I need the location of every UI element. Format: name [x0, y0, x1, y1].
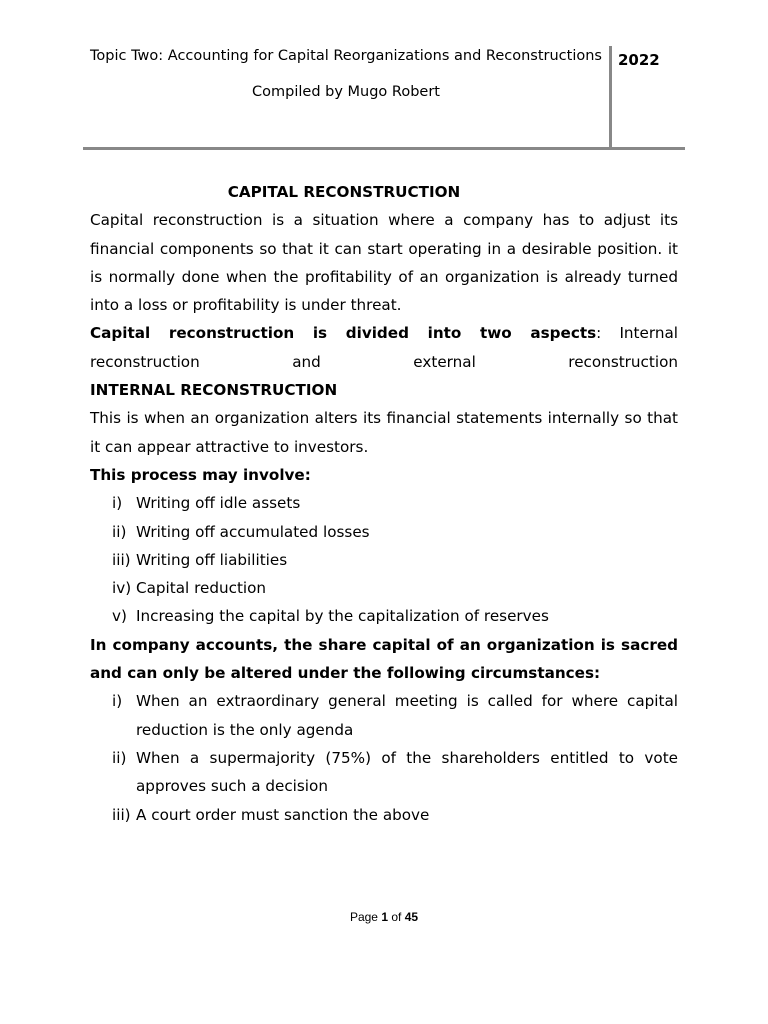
header-vertical-divider [609, 46, 612, 148]
list-item-number: iii) [112, 550, 131, 569]
internal-reconstruction-paragraph: This is when an organization alters its financial statements internally so that it can appear attractive to investors. [90, 409, 678, 456]
process-list [90, 489, 678, 630]
sacred-capital-heading: In company accounts, the share capital of an organization is sacred and can only be altered under the following circumstances: [90, 635, 678, 683]
intro-paragraph: Capital reconstruction is a situation where a company has to adjust its financial components so that it can start operating in a desirable position. it is normally done when the profitability of an organization is already turned into a loss or profitability is under threat. [90, 211, 678, 315]
list-item-text: Increasing the capital by the capitalization of reserves [136, 607, 549, 626]
header-left [83, 46, 609, 103]
list-item-text: When a supermajority (75%) of the shareholders entitled to vote approves such a decision [136, 748, 678, 796]
header-horizontal-divider [83, 147, 685, 150]
of-word: of [391, 910, 402, 924]
list-item-text: Writing off accumulated losses [136, 522, 370, 541]
list-item-number: i) [112, 692, 123, 711]
list-item-number: v) [112, 607, 127, 626]
page-total: 45 [404, 910, 419, 924]
document-author: Compiled by Mugo Robert [252, 84, 440, 100]
page-header [83, 46, 685, 150]
list-item [90, 489, 678, 517]
list-item-number: ii) [112, 748, 127, 767]
list-item-number: iv) [112, 579, 132, 598]
list-item [90, 801, 678, 829]
list-item [90, 518, 678, 546]
list-item [90, 602, 678, 630]
aspects-rest-text: : Internal reconstruction and external reconstruction [90, 324, 678, 371]
list-item-number: ii) [112, 522, 127, 541]
list-item [90, 546, 678, 574]
list-item-text: A court order must sanction the above [136, 805, 430, 824]
list-item-text: When an extraordinary general meeting is called for where capital reduction is the only agenda [136, 692, 678, 739]
list-item-number: iii) [112, 805, 131, 824]
list-item-text: Capital reduction [136, 579, 267, 598]
circumstances-list [90, 687, 678, 828]
aspects-bold-text: Capital reconstruction is divided into two aspects [90, 324, 597, 343]
list-item-text: Writing off idle assets [136, 494, 301, 513]
page-current: 1 [381, 910, 388, 924]
list-item-text: Writing off liabilities [136, 550, 288, 569]
document-year: 2022 [618, 51, 660, 69]
document-title: Topic Two: Accounting for Capital Reorganizations and Reconstructions [90, 48, 602, 64]
list-item [90, 744, 678, 801]
page-footer [0, 910, 768, 924]
internal-reconstruction-heading: INTERNAL RECONSTRUCTION [90, 381, 338, 400]
list-item [90, 574, 678, 602]
section-heading: CAPITAL RECONSTRUCTION [227, 183, 461, 201]
aspects-paragraph [90, 319, 678, 376]
page-word: Page [349, 910, 378, 924]
list-item-number: i) [112, 494, 123, 513]
list-item [90, 687, 678, 744]
process-heading: This process may involve: [90, 465, 311, 484]
page-content [90, 178, 678, 829]
